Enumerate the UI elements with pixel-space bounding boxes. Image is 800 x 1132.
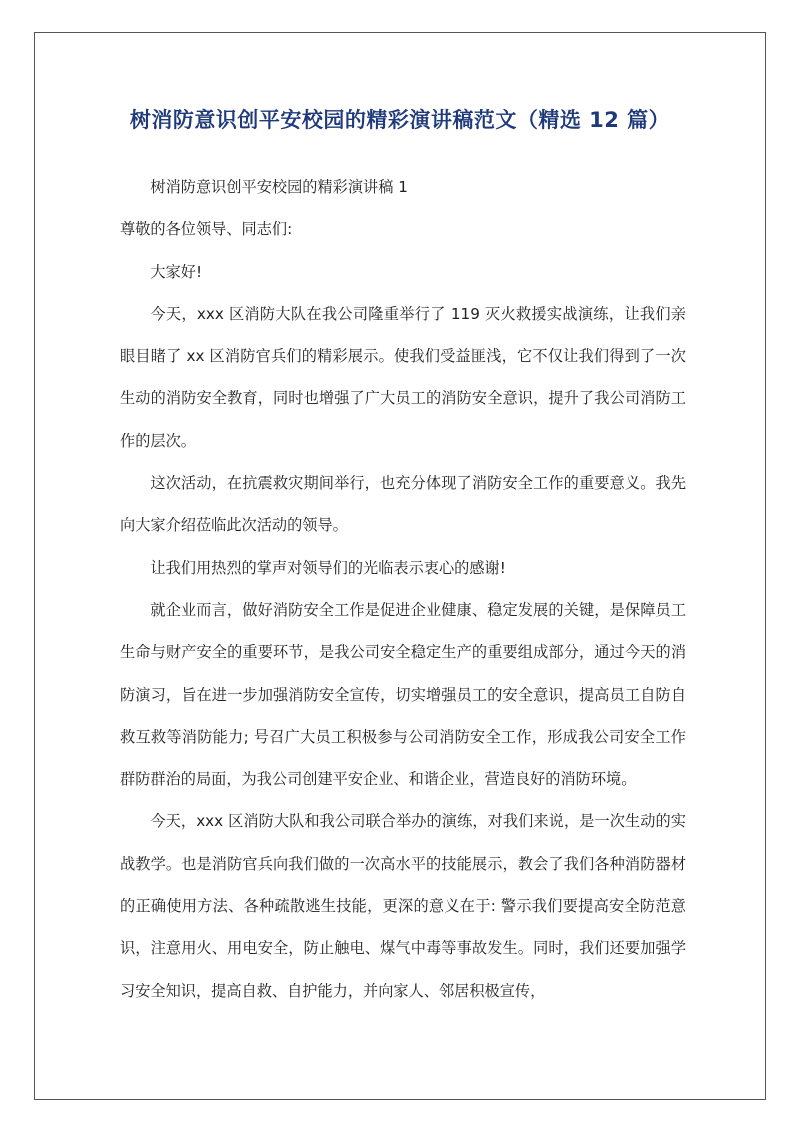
- paragraph-training: 今天，xxx 区消防大队和我公司联合举办的演练，对我们来说，是一次生动的实战教学。也是消防官兵向我们做的一次高水平的技能展示，教会了我们各种消防器材的正确使用方法、各种疏散逃生技能，更深的意义在于: 警示我们要提高安全防范意识，注意用火、用电安全，防止触电、煤气中毒等事故发生。同时，我们还要加强学习安全知识，提高自救、自护能力，并向家人、邻居积极宣传，: [120, 812, 686, 1000]
- document-body: [120, 166, 686, 1012]
- paragraph-greeting: 大家好!: [150, 262, 203, 281]
- paragraph-salutation: 尊敬的各位领导、同志们:: [120, 220, 293, 239]
- paragraph-activity: 这次活动，在抗震救灾期间举行，也充分体现了消防安全工作的重要意义。我先向大家介绍莅临此次活动的领导。: [120, 474, 686, 535]
- paragraph-drill-intro: 今天，xxx 区消防大队在我公司隆重举行了 119 灭火救援实战演练，让我们亲眼目睹了 xx 区消防官兵们的精彩展示。使我们受益匪浅，它不仅让我们得到了一次生动的消防安全教育，同时也增强了广大员工的消防安全意识，提升了我公司消防工作的层次。: [120, 304, 686, 450]
- paragraph-heading: 树消防意识创平安校园的精彩演讲稿 1: [150, 178, 408, 196]
- document-title: 树消防意识创平安校园的精彩演讲稿范文（精选 12 篇）: [129, 108, 671, 132]
- paragraph-enterprise: 就企业而言，做好消防安全工作是促进企业健康、稳定发展的关键，是保障员工生命与财产安全的重要环节，是我公司安全稳定生产的重要组成部分，通过今天的消防演习，旨在进一步加强消防安全宣传，切实增强员工的安全意识，提高员工自防自救互救等消防能力; 号召广大员工积极参与公司消防安全工作，形成我公司安全工作群防群治的局面，为我公司创建平安企业、和谐企业，营造良好的消防环境。: [120, 600, 686, 789]
- paragraph-thanks: 让我们用热烈的掌声对领导们的光临表示衷心的感谢!: [150, 558, 506, 577]
